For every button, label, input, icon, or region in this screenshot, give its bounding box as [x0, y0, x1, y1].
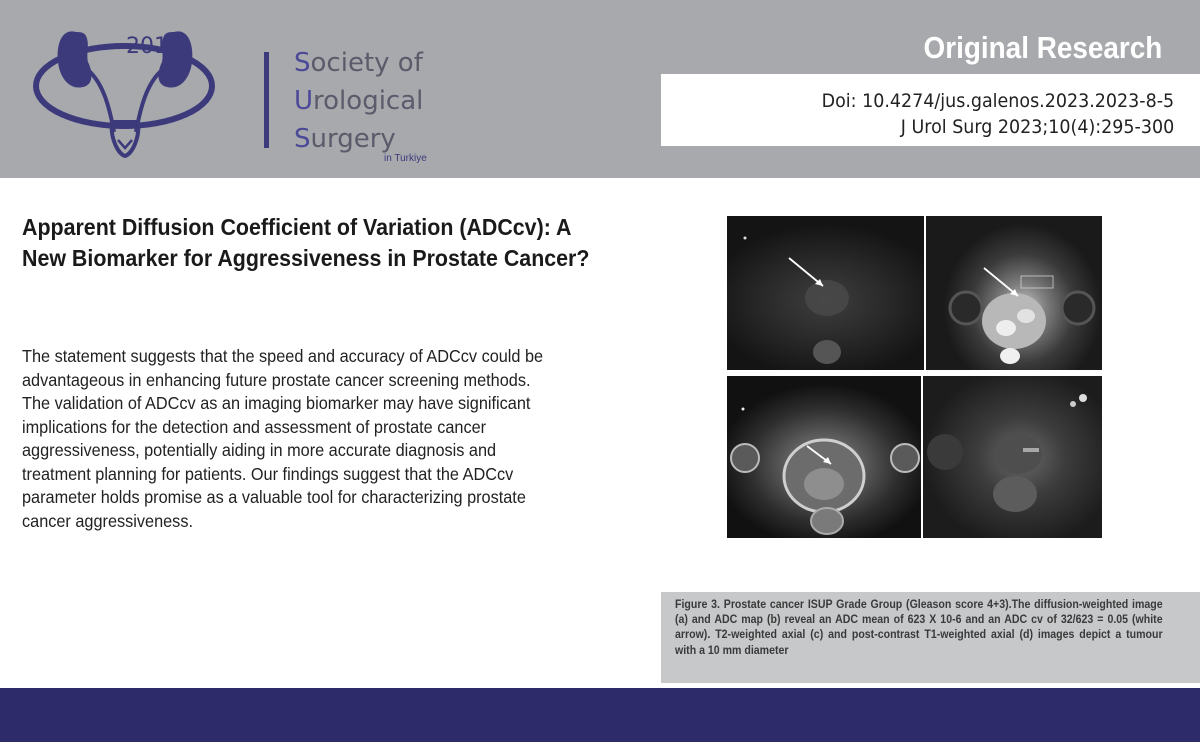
article-summary: The statement suggests that the speed and accuracy of ADCcv could be advantageous in enhancing future prostate cancer screening methods. The validation of ADCcv as an imaging biomarker may have significant implications for the detection and assessment of prostate cancer aggressiveness, potentially aiding in more accurate diagnosis and treatment planning for patients. Our findings suggest that the ADCcv parameter holds promise as a valuable tool for characterizing prostate cancer aggressiveness.	[22, 346, 544, 531]
footer-bar	[0, 688, 1200, 742]
logo-subtitle: in Turkiye	[384, 153, 427, 164]
mri-figure	[727, 216, 1102, 538]
article-type-label: Original Research	[923, 30, 1162, 65]
doi-link[interactable]: Doi: 10.4274/jus.galenos.2023.2023-8-5	[821, 90, 1174, 112]
caption-text: Figure 3. Prostate cancer ISUP Grade Group (Gleason score 4+3).The diffusion-weighted image (a) and ADC map (b) reveal an ADC mean of 623 X 10-6 and an ADC cv of 32/623 = 0.05 (white arrow). T2-weighted axial (c) and post-contrast T1-weighted axial (d) images depict a tumour with a 10 mm diameter	[675, 599, 1163, 657]
panel-c-t2-axial	[727, 376, 921, 538]
society-logo[interactable]	[28, 14, 428, 164]
citation-box	[661, 74, 1200, 146]
logo-divider	[264, 52, 269, 148]
logo-wordmark: Society of Urological Surgery	[294, 48, 424, 154]
logo-year: 2010	[126, 34, 182, 59]
panel-a-dwi-image	[727, 216, 924, 370]
panel-b-adc-map	[926, 216, 1102, 370]
article-title: Apparent Diffusion Coefficient of Variation (ADCcv): A New Biomarker for Aggressiveness in Prostate Cancer?	[22, 214, 590, 271]
panel-d-t1-postcontrast	[923, 376, 1102, 538]
figure-caption	[661, 592, 1200, 683]
header-banner	[0, 0, 1200, 178]
journal-citation: J Urol Surg 2023;10(4):295-300	[900, 116, 1174, 138]
